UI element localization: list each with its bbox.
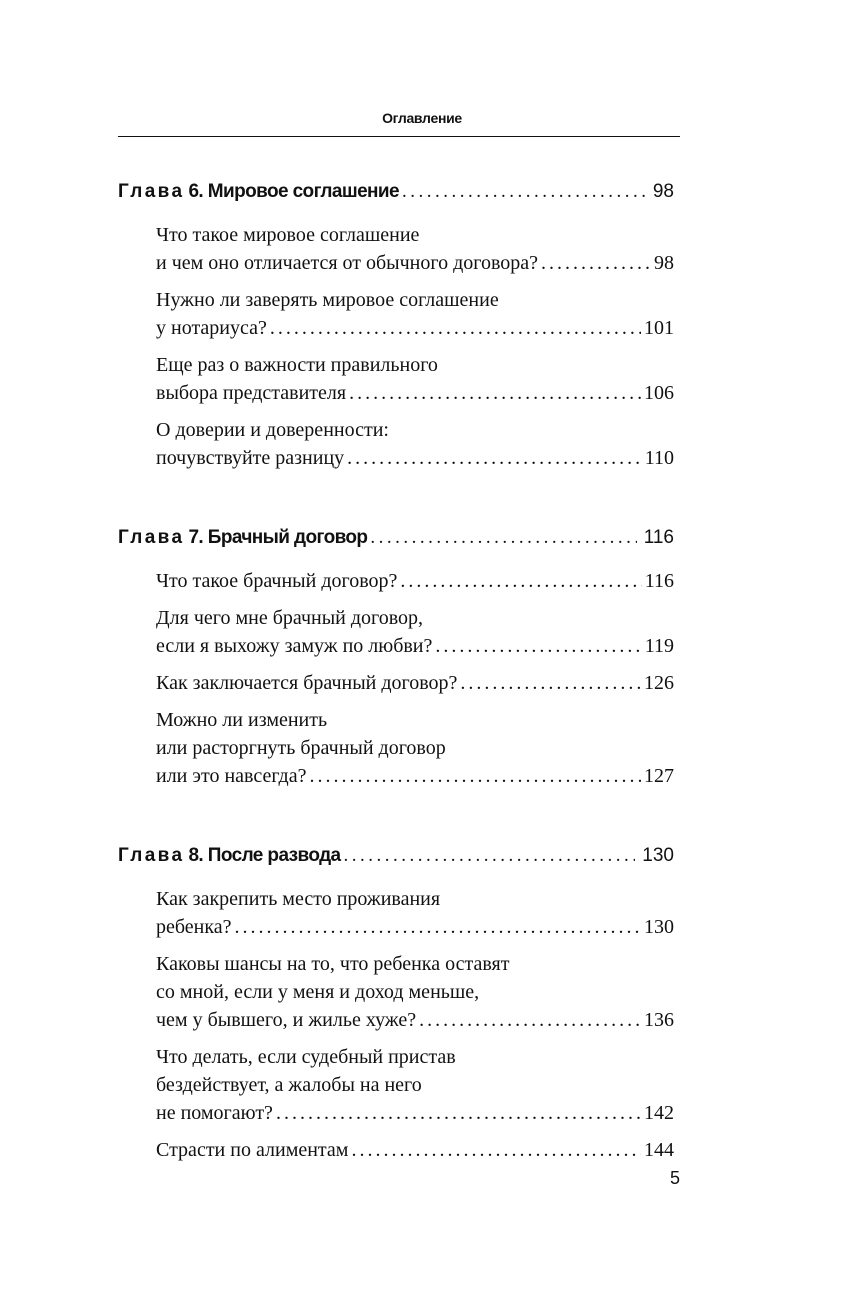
entry-last-line [156,1136,674,1164]
entry-last-line [156,444,674,472]
entry-page-number: 119 [644,635,674,657]
entry-page-number: 110 [644,447,674,469]
entry-page-number: 136 [644,1009,674,1031]
dot-leader [344,836,636,876]
entry-title-line: и чем оно отличается от обычного договора? [156,252,539,274]
dot-leader [435,632,641,660]
entry-title-line: чем у бывшего, и жилье хуже? [156,1009,417,1031]
entry-page-number: 126 [644,672,674,694]
entry-title-line: Что такое мировое соглашение [156,224,420,246]
chapter-page-number: 130 [642,845,674,866]
chapter-label: Глава [118,527,185,548]
dot-leader [349,379,641,407]
toc-chapter [118,172,674,472]
toc-entry[interactable] [118,885,674,941]
entry-page-number: 142 [644,1102,674,1124]
entry-title-line: Еще раз о важности правильного [156,354,438,376]
entry-last-line [156,1099,674,1127]
entry-last-line [156,567,674,595]
dot-leader [419,1006,641,1034]
toc-entry[interactable] [118,706,674,790]
dot-leader [276,1099,641,1127]
chapter-title: 8. После развода [188,845,341,866]
entry-title-line: Каковы шансы на то, что ребенка оставят [156,953,510,975]
toc-chapter [118,836,674,1164]
dot-leader [347,444,642,472]
toc-chapter [118,518,674,790]
entry-title-line: Что такое брачный договор? [156,570,398,592]
dot-leader [541,249,651,277]
entry-title-line: если я выхожу замуж по любви? [156,635,433,657]
toc-entry[interactable] [118,1043,674,1127]
entry-page-number: 101 [644,317,674,339]
entry-title-line: выбора представителя [156,382,347,404]
toc-entry[interactable] [118,604,674,660]
toc-entry[interactable] [118,567,674,595]
chapter-label: Глава [118,845,185,866]
page-header-title: Оглавление [382,110,462,126]
dot-leader [270,314,641,342]
toc-entry[interactable] [118,286,674,342]
entry-page-number: 144 [644,1139,674,1161]
chapter-heading[interactable] [118,836,674,876]
chapter-label: Глава [118,181,185,202]
chapter-title: 6. Мировое соглашение [188,181,399,202]
entry-title-line: или расторгнуть брачный договор [156,737,446,759]
dot-leader [351,1136,641,1164]
dot-leader [400,567,641,595]
entry-page-number: 116 [644,570,674,592]
entry-title-line: Что делать, если судебный пристав [156,1046,456,1068]
entry-title-line: бездействует, а жалобы на него [156,1074,422,1096]
entry-title-line: О доверии и доверенности: [156,419,389,441]
dot-leader [310,762,642,790]
entry-title-line: или это навсегда? [156,765,307,787]
entry-title-line: Для чего мне брачный договор, [156,607,424,629]
dot-leader [370,518,636,558]
toc-entry[interactable] [118,669,674,697]
entry-title-line: Как заключается брачный договор? [156,672,458,694]
chapter-page-number: 116 [643,527,674,548]
entry-last-line [156,632,674,660]
chapter-page-number: 98 [652,181,674,202]
entry-title-line: ребенка? [156,916,232,938]
entry-title-line: почувствуйте разницу [156,447,345,469]
entry-last-line [156,669,674,697]
entry-last-line [156,913,674,941]
page-number: 5 [669,1168,680,1188]
entry-page-number: 127 [644,765,674,787]
toc-entry[interactable] [118,416,674,472]
toc-entry[interactable] [118,1136,674,1164]
entry-title-line: Нужно ли заверять мировое соглашение [156,289,499,311]
entry-last-line [156,762,674,790]
table-of-contents [118,172,674,1164]
chapter-heading[interactable] [118,172,674,212]
entry-title-line: Можно ли изменить [156,709,328,731]
header-rule [118,136,680,137]
toc-entry[interactable] [118,950,674,1034]
entry-title-line: Страсти по алиментам [156,1139,349,1161]
dot-leader [235,913,641,941]
entry-last-line [156,249,674,277]
entry-page-number: 130 [644,916,674,938]
entry-page-number: 98 [654,252,674,274]
entry-last-line [156,314,674,342]
dot-leader [460,669,641,697]
toc-entry[interactable] [118,351,674,407]
dot-leader [402,172,646,212]
entry-last-line [156,379,674,407]
entry-page-number: 106 [644,382,674,404]
entry-last-line [156,1006,674,1034]
toc-entry[interactable] [118,221,674,277]
entry-title-line: у нотариуса? [156,317,267,339]
entry-title-line: не помогают? [156,1102,273,1124]
chapter-title: 7. Брачный договор [188,527,368,548]
chapter-heading[interactable] [118,518,674,558]
entry-title-line: Как закрепить место проживания [156,888,441,910]
entry-title-line: со мной, если у меня и доход меньше, [156,981,480,1003]
